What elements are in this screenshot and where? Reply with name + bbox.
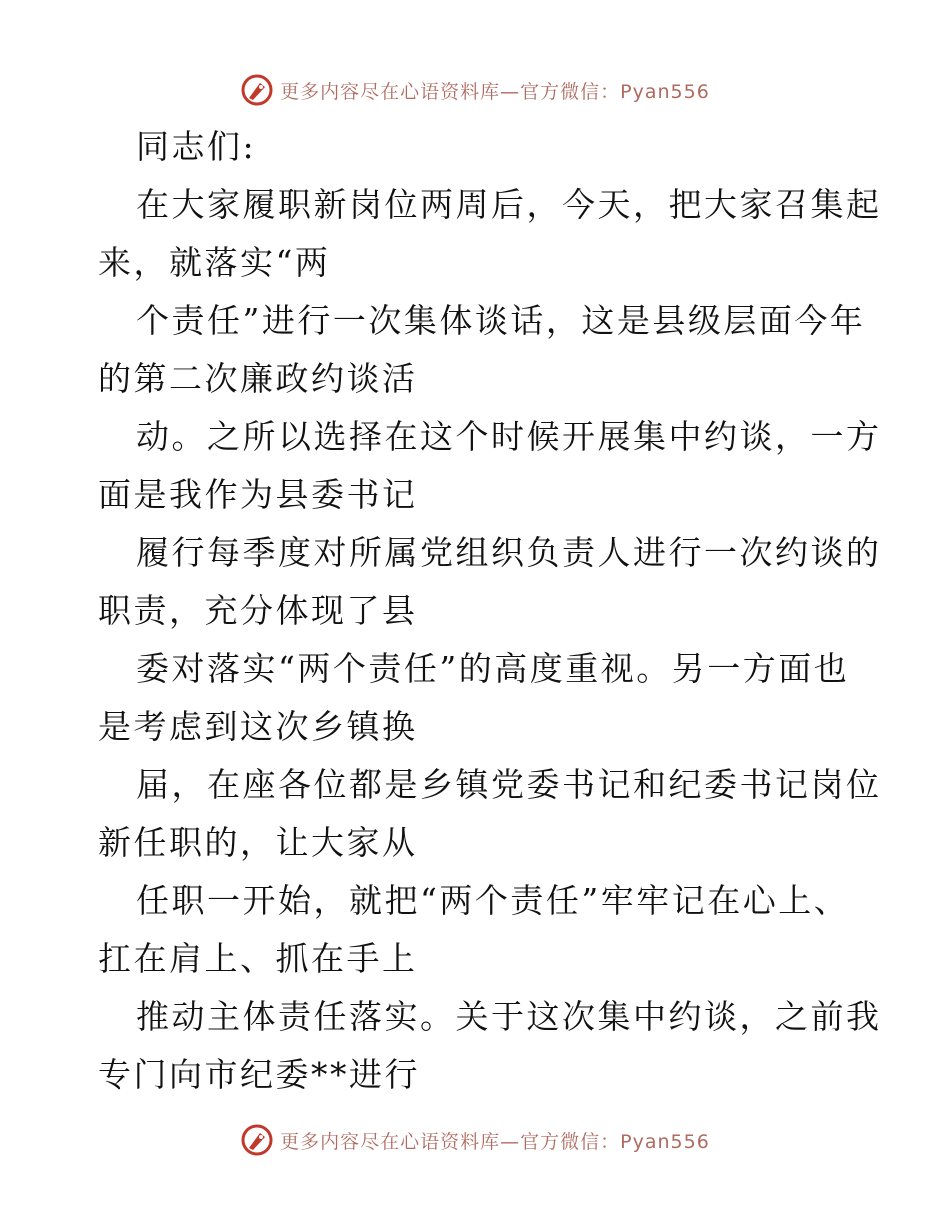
text-line: 扛在肩上、抓在手上	[98, 939, 418, 978]
text-line: 个责任”进行一次集体谈话，这是县级层面今年	[136, 301, 866, 340]
text-line: 履行每季度对所属党组织负责人进行一次约谈的	[136, 533, 882, 572]
text-line: 新任职的，让大家从	[98, 823, 418, 862]
pen-nib-circle-icon	[240, 1123, 274, 1157]
text-line: 在大家履职新岗位两周后，今天，把大家召集起	[136, 185, 882, 224]
text-line: 专门向市纪委**进行	[98, 1055, 420, 1094]
document-body	[98, 118, 882, 1104]
text-line: 面是我作为县委书记	[98, 475, 418, 514]
text-line: 届，在座各位都是乡镇党委书记和纪委书记岗位	[136, 765, 882, 804]
text-line: 来，就落实“两	[98, 243, 331, 282]
text-line: 是考虑到这次乡镇换	[98, 707, 418, 746]
pen-nib-circle-icon	[240, 73, 274, 107]
text-line: 任职一开始，就把“两个责任”牢牢记在心上、	[136, 881, 850, 920]
footer-watermark	[0, 1122, 950, 1158]
watermark-text: 更多内容尽在心语资料库—官方微信：Pyan556	[280, 1130, 710, 1153]
text-line: 同志们:	[136, 127, 257, 166]
text-line: 委对落实“两个责任”的高度重视。另一方面也	[136, 649, 850, 688]
watermark-text: 更多内容尽在心语资料库—官方微信：Pyan556	[280, 80, 710, 103]
text-line: 推动主体责任落实。关于这次集中约谈，之前我	[136, 997, 882, 1036]
text-line: 的第二次廉政约谈活	[98, 359, 418, 398]
text-line: 动。之所以选择在这个时候开展集中约谈，一方	[136, 417, 882, 456]
header-watermark	[0, 72, 950, 108]
text-line: 职责，充分体现了县	[98, 591, 418, 630]
